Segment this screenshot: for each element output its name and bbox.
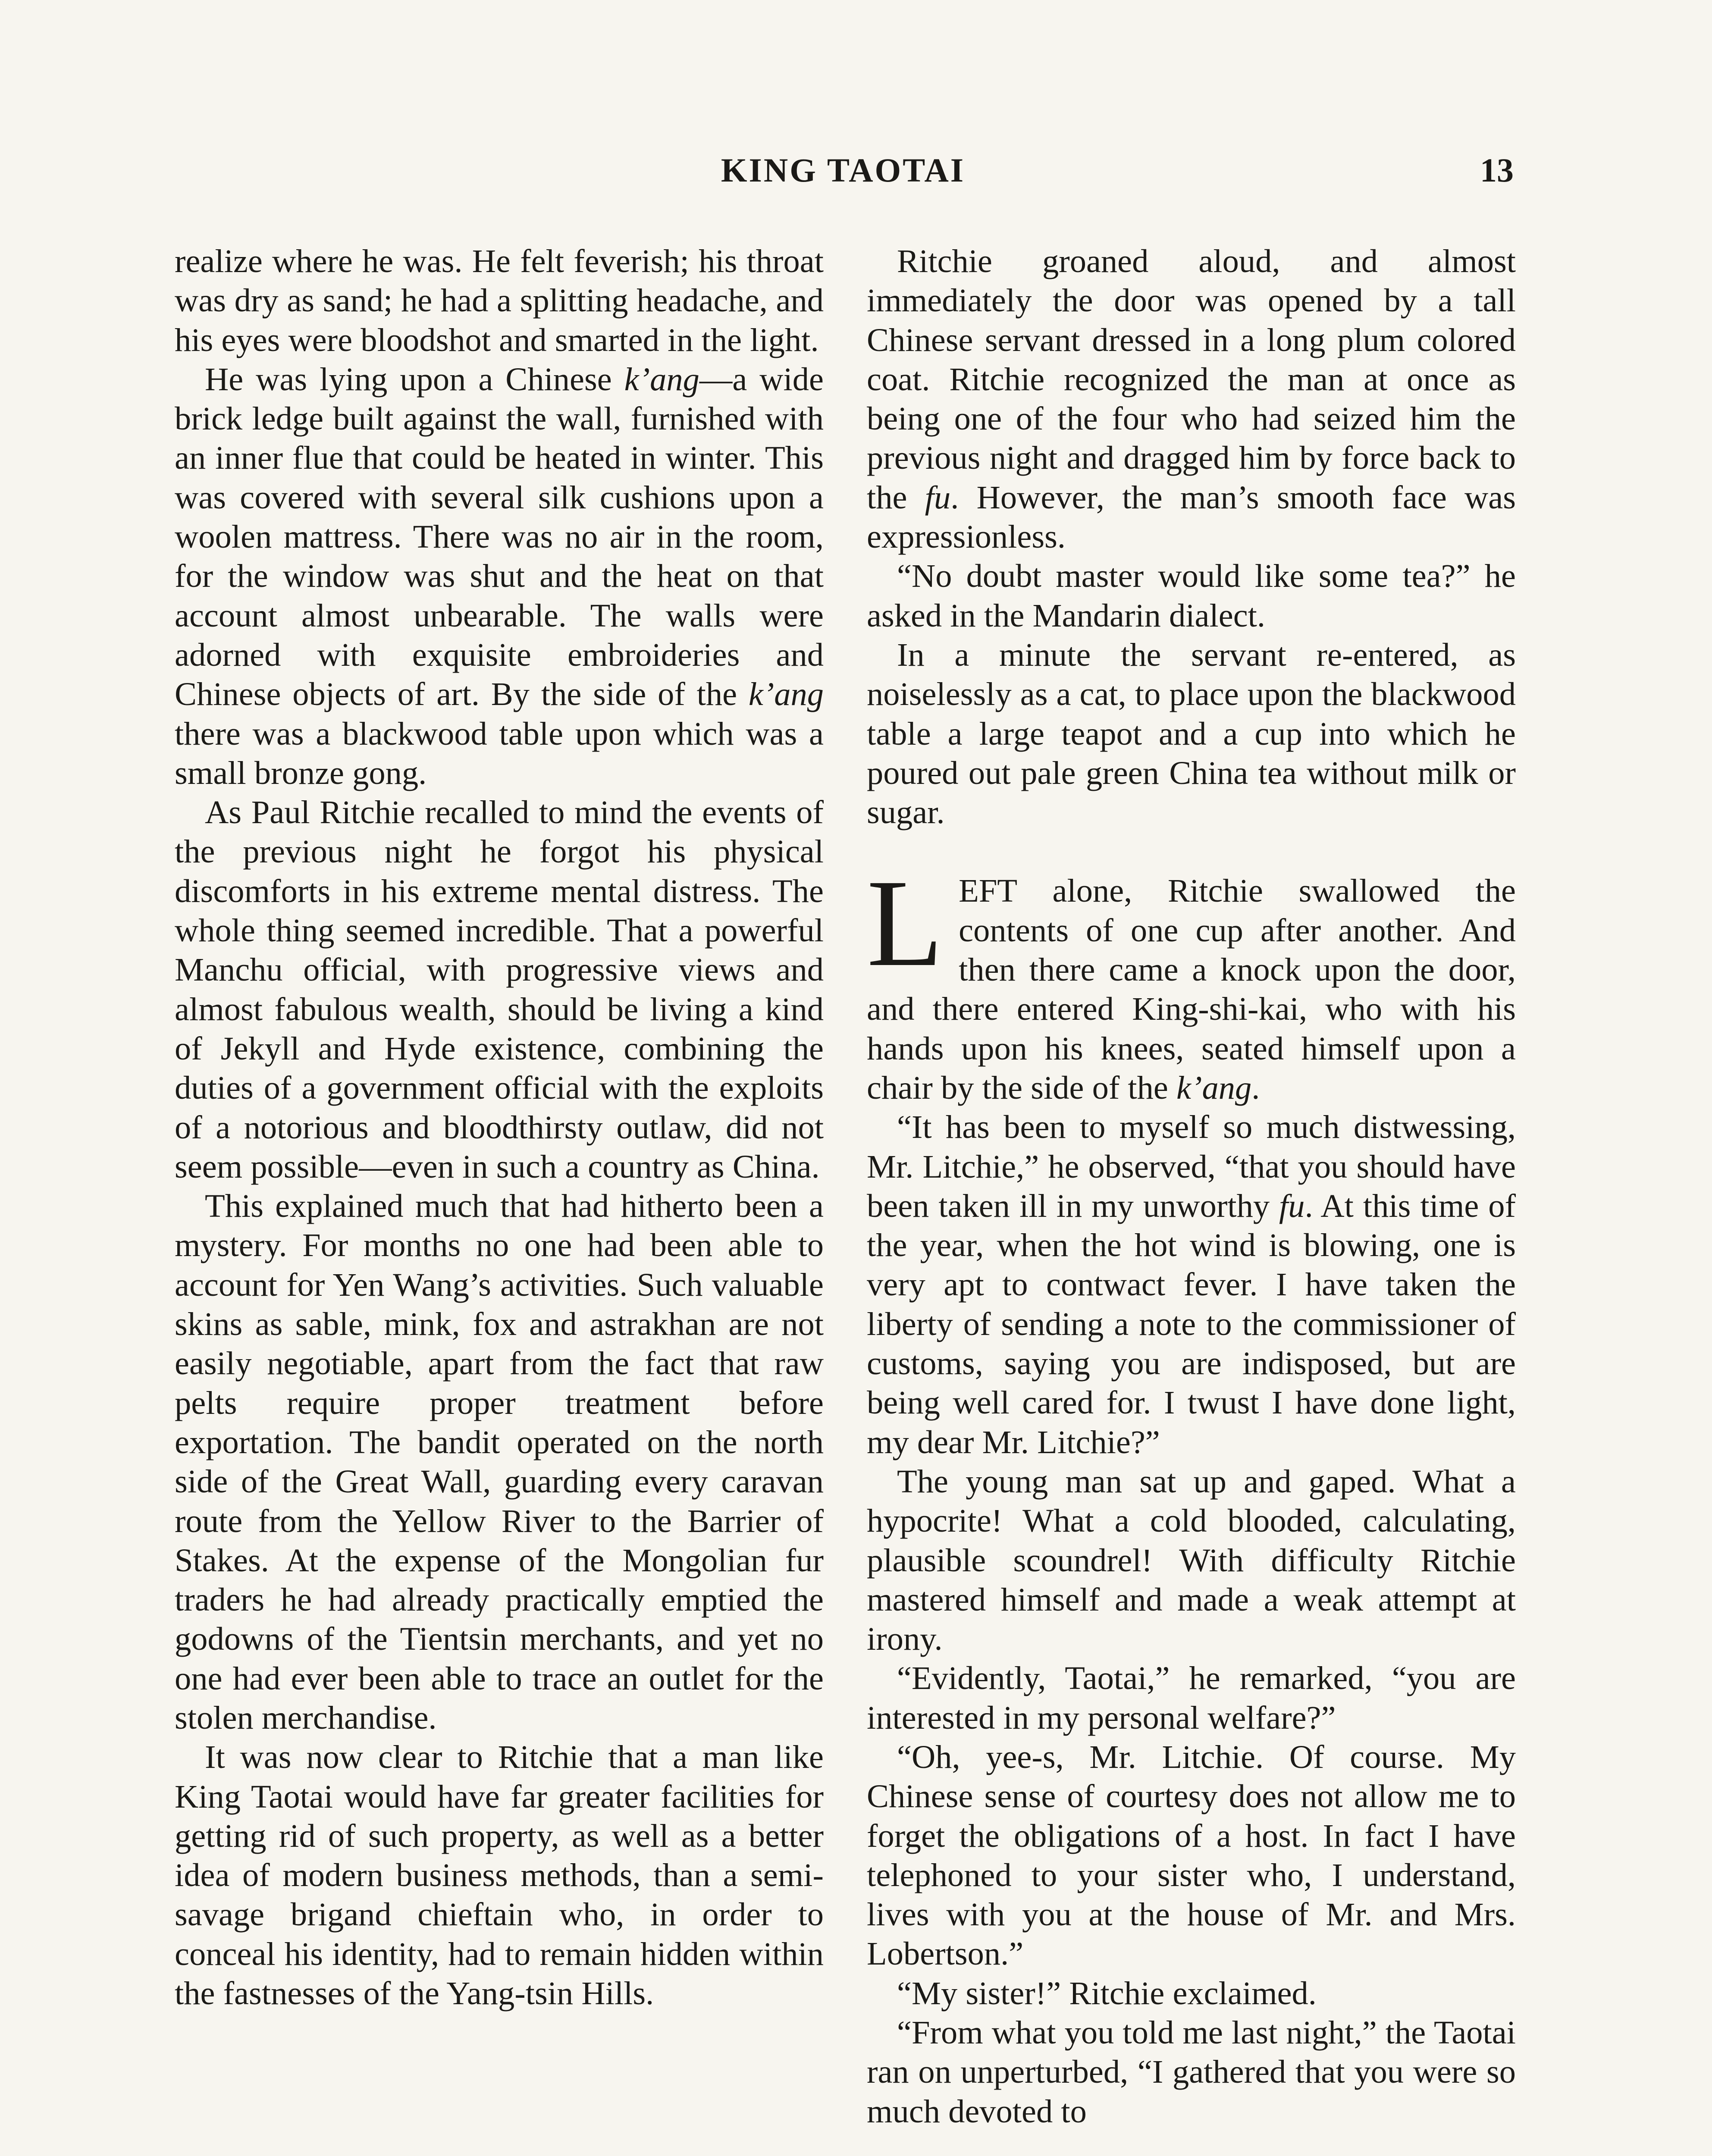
paragraph: The young man sat up and gaped. What a hypocrite! What a cold blooded, calculating, plausible scoundrel! With difficulty Ritchie mastered himself and made a weak attempt at irony. — [867, 1463, 1516, 1658]
paragraph: “My sister!” Ritchie exclaimed. — [897, 1974, 1317, 2012]
paragraph: This explained much that had hitherto been a mystery. For months no one had been able to account for Yen Wang’s activities. Such valuable skins as sable, mink, fox and astrakhan are not easily negotiable, apart from the fact that raw pelts require proper treatment before exportation. The bandit operated on the north side of the Great Wall, guarding every caravan route from the Yellow River to the Barrier of Stakes. At the expense of the Mongolian fur traders he had already practically emptied the godowns of the Tientsin merchants, and yet no one had ever been able to trace an outlet for the stolen merchandise. — [175, 1188, 824, 1736]
right-column — [867, 241, 1516, 2131]
paragraph: “From what you told me last night,” the Taotai ran on unperturbed, “I gathered that you were so much devoted to — [867, 2014, 1516, 2130]
left-column — [175, 241, 824, 2013]
section-opening-paragraph — [867, 854, 1516, 1107]
paragraph: It was now clear to Ritchie that a man like King Taotai would have far greater facilities for getting rid of such property, as well as a better idea of modern business methods, than a semi-savage brigand chieftain who, in order to conceal his identity, had to remain hidden within the fastnesses of the Yang-tsin Hills. — [175, 1739, 824, 2012]
running-title: KING TAOTAI — [721, 151, 966, 189]
paragraph: As Paul Ritchie recalled to mind the events of the previous night he forgot his physical discomforts in his extreme mental distress. The whole thing seemed incredible. That a powerful Manchu official, with progressive views and almost fabulous wealth, should be living a kind of Jekyll and Hyde existence, combining the duties of a government official with the exploits of a notorious and bloodthirsty outlaw, did not seem possible—even in such a country as China. — [175, 794, 824, 1185]
paragraph: In a minute the servant re-entered, as noiselessly as a cat, to place upon the blackwood table a large teapot and a cup into which he poured out pale green China tea without milk or sugar. — [867, 636, 1516, 831]
paragraph: “Evidently, Taotai,” he remarked, “you are interested in my personal welfare?” — [867, 1660, 1516, 1736]
drop-cap: L — [867, 854, 944, 993]
running-head — [172, 147, 1514, 194]
paragraph: He was lying upon a Chinese k’ang—a wide brick ledge built against the wall, furnished with an inner flue that could be heated in winter. This was covered with several silk cushions upon a woolen mattress. There was no air in the room, for the window was shut and the heat on that account almost unbearable. The walls were adorned with exquisite embroideries and Chinese objects of art. By the side of the k’ang there was a blackwood table upon which was a small bronze gong. — [175, 360, 824, 791]
paragraph: “No doubt master would like some tea?” he asked in the Mandarin dialect. — [867, 558, 1516, 634]
page-number: 13 — [1480, 151, 1514, 189]
paragraph: Ritchie groaned aloud, and almost immediately the door was opened by a tall Chinese servant dressed in a long plum colored coat. Ritchie recognized the man at once as being one of the four who had seized him the previous night and dragged him by force back to the fu. However, the man’s smooth face was expressionless. — [867, 243, 1516, 555]
paragraph: “It has been to myself so much distwessing, Mr. Litchie,” he observed, “that you should have been taken ill in my unworthy fu. At this time of the year, when the hot wind is blowing, one is very apt to contwact fever. I have taken the liberty of sending a note to the commissioner of customs, saying you are indisposed, but are being well cared for. I twust I have done light, my dear Mr. Litchie?” — [867, 1109, 1516, 1460]
section-opening-text: EFT alone, Ritchie swallowed the contents of one cup after another. And then there came a knock upon the door, and there entered King-shi-kai, who with his hands upon his knees, seated himself upon a chair by the side of the k’ang. — [867, 872, 1516, 1106]
paragraph: “Oh, yee-s, Mr. Litchie. Of course. My Chinese sense of courtesy does not allow me to forget the obligations of a host. In fact I have telephoned to your sister who, I understand, lives with you at the house of Mr. and Mrs. Lobertson.” — [867, 1738, 1516, 1972]
paragraph: realize where he was. He felt feverish; his throat was dry as sand; he had a splitting headache, and his eyes were bloodshot and smarted in the light. — [175, 243, 824, 358]
